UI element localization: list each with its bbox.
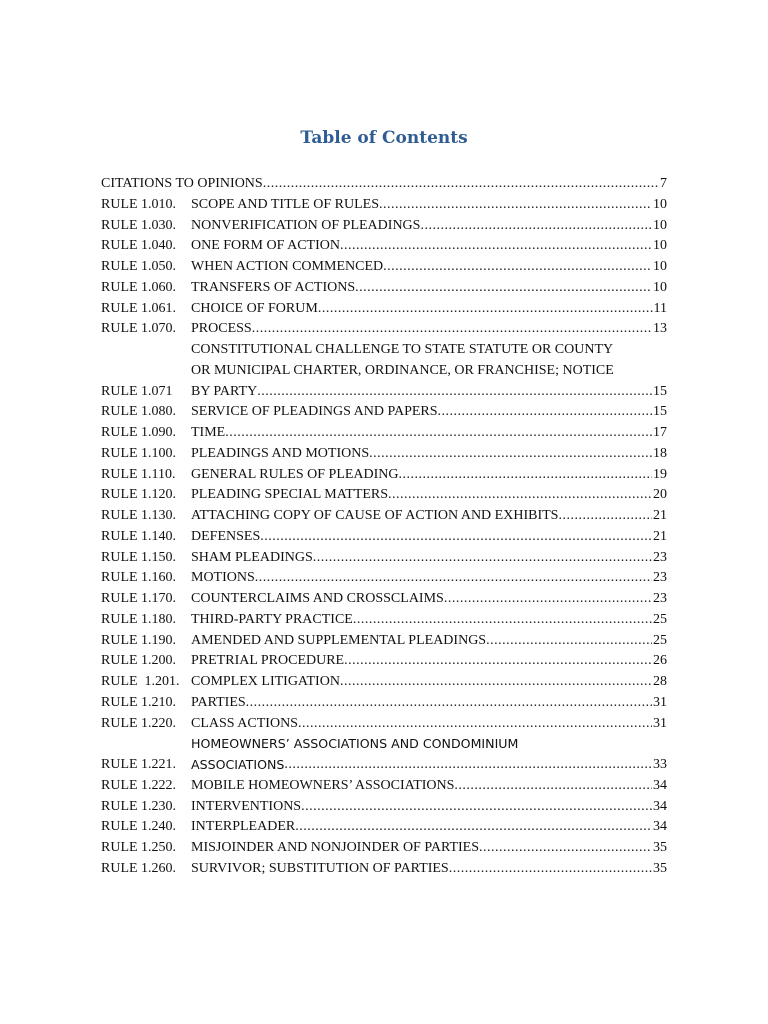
- toc-entry[interactable]: [101, 236, 667, 257]
- dot-leader: [399, 465, 652, 486]
- toc-entry-title: [191, 506, 667, 527]
- dot-leader: [369, 444, 652, 465]
- toc-title-line: TRANSFERS OF ACTIONS: [191, 279, 356, 295]
- toc-entry[interactable]: [101, 278, 667, 299]
- toc-page-number: 35: [653, 840, 667, 855]
- toc-page-number: 10: [653, 238, 667, 254]
- toc-rule-number: RULE 1.110.: [101, 466, 176, 482]
- toc-title-line: ASSOCIATIONS: [191, 757, 285, 772]
- toc-entry-title: [191, 402, 667, 423]
- toc-entry[interactable]: [101, 610, 667, 631]
- dot-leader: [383, 257, 652, 278]
- toc-page-number: 25: [653, 632, 667, 648]
- toc-entry[interactable]: [101, 340, 667, 402]
- toc-page-number: 10: [653, 279, 667, 295]
- toc-entry[interactable]: [101, 568, 667, 589]
- toc-rule-number: RULE 1.160.: [101, 570, 177, 586]
- toc-page-number: 31: [653, 715, 667, 731]
- toc-title-line: SURVIVOR; SUBSTITUTION OF PARTIES: [191, 860, 449, 876]
- dot-leader: [449, 859, 652, 880]
- toc-entry[interactable]: [101, 672, 667, 693]
- toc-rule-number: RULE 1.140.: [101, 528, 177, 544]
- toc-entry[interactable]: [101, 548, 667, 569]
- toc-entry-title: [191, 548, 667, 569]
- toc-entry-title: [191, 236, 667, 257]
- toc-page-number: 7: [660, 176, 667, 191]
- toc-entry-title: [191, 817, 667, 838]
- toc-page-number: 10: [653, 217, 667, 233]
- toc-rule-number: RULE 1.071: [101, 383, 173, 399]
- toc-page-number: 26: [653, 653, 667, 669]
- dot-leader: [355, 278, 652, 299]
- toc-title-line: THIRD-PARTY PRACTICE: [191, 611, 353, 627]
- dot-leader: [298, 714, 652, 735]
- toc-entry-title: [191, 734, 667, 776]
- dot-leader: [252, 319, 652, 340]
- toc-title-line: PLEADINGS AND MOTIONS: [191, 445, 370, 461]
- toc-rule-number: RULE 1.070.: [101, 321, 177, 337]
- toc-entry-title: [191, 299, 667, 320]
- toc-list: [101, 174, 667, 880]
- toc-rule-number: RULE 1.201.: [101, 674, 180, 689]
- toc-title-line: MOBILE HOMEOWNERS’ ASSOCIATIONS: [191, 777, 455, 793]
- toc-entry[interactable]: [101, 651, 667, 672]
- toc-entry-title: [191, 568, 667, 589]
- toc-entry[interactable]: [101, 465, 667, 486]
- toc-page-number: 17: [653, 425, 667, 440]
- dot-leader: [388, 485, 652, 506]
- toc-entry-title: [191, 423, 667, 444]
- toc-entry[interactable]: [101, 859, 667, 880]
- toc-entry-title: [191, 797, 667, 818]
- toc-title-line: PLEADING SPECIAL MATTERS: [191, 487, 389, 503]
- dot-leader: [479, 838, 652, 859]
- toc-rule-number: RULE 1.040.: [101, 238, 177, 254]
- toc-entry[interactable]: [101, 589, 667, 610]
- toc-page-number: 10: [653, 196, 667, 212]
- toc-rule-number: RULE 1.010.: [101, 196, 177, 212]
- toc-entry-title: [191, 216, 667, 237]
- toc-entry-title: [191, 465, 667, 486]
- dot-leader: [313, 548, 652, 569]
- toc-entry[interactable]: [101, 714, 667, 735]
- toc-rule-number: RULE 1.190.: [101, 632, 177, 648]
- toc-rule-number: RULE 1.150.: [101, 549, 177, 565]
- toc-rule-number: RULE 1.080.: [101, 404, 177, 420]
- toc-title-line: INTERPLEADER: [191, 819, 296, 835]
- toc-rule-number: RULE 1.230.: [101, 798, 177, 814]
- toc-entry-title: [191, 859, 667, 880]
- toc-title-line: WHEN ACTION COMMENCED: [191, 259, 384, 274]
- dot-leader: [295, 817, 652, 838]
- dot-leader: [301, 797, 652, 818]
- toc-page-number: 11: [653, 300, 667, 316]
- toc-entry-title: [191, 838, 667, 859]
- toc-rule-number: RULE 1.060.: [101, 279, 177, 295]
- dot-leader: [486, 631, 652, 652]
- toc-rule-number: RULE 1.170.: [101, 591, 177, 606]
- toc-title-line: COUNTERCLAIMS AND CROSSCLAIMS: [191, 591, 444, 606]
- toc-entry[interactable]: [101, 174, 667, 195]
- dot-leader: [260, 527, 652, 548]
- toc-rule-number: RULE 1.222.: [101, 777, 177, 793]
- toc-page-number: 18: [653, 445, 667, 461]
- toc-entry-title: [191, 610, 667, 631]
- toc-title-line: TIME: [191, 425, 226, 440]
- toc-title-line: ONE FORM OF ACTION: [191, 238, 340, 254]
- toc-title-line: MOTIONS: [191, 570, 255, 586]
- toc-page-number: 28: [653, 674, 667, 689]
- toc-title-line: DEFENSES: [191, 528, 261, 544]
- toc-entry[interactable]: [101, 195, 667, 216]
- toc-entry[interactable]: [101, 423, 667, 444]
- toc-page-number: 23: [653, 591, 667, 606]
- toc-title-line: SERVICE OF PLEADINGS AND PAPERS: [191, 404, 438, 420]
- toc-rule-number: RULE 1.061.: [101, 300, 177, 316]
- toc-page-number: 21: [653, 528, 667, 544]
- toc-entry-title: [191, 714, 667, 735]
- toc-page-number: 33: [653, 757, 667, 772]
- toc-entry-title: [191, 278, 667, 299]
- toc-entry[interactable]: [101, 693, 667, 714]
- toc-entry-title: [191, 257, 667, 278]
- toc-rule-number: RULE 1.100.: [101, 445, 177, 461]
- toc-entry[interactable]: [101, 506, 667, 527]
- dot-leader: [340, 236, 652, 257]
- toc-entry-title: [191, 195, 667, 216]
- toc-entry[interactable]: [101, 527, 667, 548]
- toc-entry[interactable]: [101, 734, 667, 776]
- toc-page-number: 34: [653, 819, 667, 835]
- dot-leader: [379, 195, 652, 216]
- toc-entry[interactable]: [101, 216, 667, 237]
- toc-entry-title: [191, 776, 667, 797]
- toc-rule-number: RULE 1.240.: [101, 819, 177, 835]
- dot-leader: [344, 651, 652, 672]
- toc-rule-number: RULE 1.120.: [101, 487, 177, 503]
- toc-entry-title: [191, 340, 667, 402]
- toc-title-line: CITATIONS TO OPINIONS: [101, 176, 263, 191]
- toc-entry[interactable]: [101, 631, 667, 652]
- toc-entry-title: [191, 485, 667, 506]
- toc-rule-number: RULE 1.180.: [101, 611, 177, 627]
- toc-title-line: SCOPE AND TITLE OF RULES: [191, 196, 379, 212]
- toc-title-line: CLASS ACTIONS: [191, 715, 298, 731]
- toc-rule-number: RULE 1.250.: [101, 840, 177, 855]
- toc-page-number: 15: [653, 404, 667, 420]
- toc-entry[interactable]: [101, 776, 667, 797]
- toc-title-line: MISJOINDER AND NONJOINDER OF PARTIES: [191, 840, 480, 855]
- toc-entry[interactable]: [101, 319, 667, 340]
- toc-page-number: 34: [653, 777, 667, 793]
- toc-title-line: OR MUNICIPAL CHARTER, ORDINANCE, OR FRANCHISE; NOTICE: [191, 362, 614, 378]
- toc-rule-number: RULE 1.200.: [101, 653, 177, 669]
- toc-title-line: SHAM PLEADINGS: [191, 549, 313, 565]
- toc-title-line: GENERAL RULES OF PLEADING: [191, 466, 399, 482]
- toc-entry-title: [191, 672, 667, 693]
- toc-title-line: CONSTITUTIONAL CHALLENGE TO STATE STATUTE OR COUNTY: [191, 342, 614, 357]
- toc-page-number: 13: [653, 321, 667, 337]
- toc-page-number: 35: [653, 860, 667, 876]
- toc-page-number: 10: [653, 259, 667, 274]
- toc-entry-title: [191, 527, 667, 548]
- toc-rule-number: RULE 1.210.: [101, 694, 177, 710]
- toc-entry[interactable]: [101, 299, 667, 320]
- toc-page-number: 21: [653, 508, 667, 523]
- dot-leader: [454, 776, 652, 797]
- toc-entry-title: [191, 589, 667, 610]
- toc-page-number: 25: [653, 611, 667, 627]
- toc-page-number: 23: [653, 549, 667, 565]
- dot-leader: [263, 174, 659, 195]
- toc-entry[interactable]: [101, 402, 667, 423]
- toc-page-number: 23: [653, 570, 667, 586]
- page-title: Table of Contents: [300, 128, 468, 148]
- toc-page-number: 20: [653, 487, 667, 503]
- dot-leader: [444, 589, 652, 610]
- toc-title-line: AMENDED AND SUPPLEMENTAL PLEADINGS: [191, 632, 487, 648]
- toc-title-line: PROCESS: [191, 321, 252, 337]
- toc-entry[interactable]: [101, 838, 667, 859]
- toc-title-line: COMPLEX LITIGATION: [191, 674, 340, 689]
- dot-leader: [257, 382, 652, 403]
- dot-leader: [284, 755, 652, 776]
- toc-page-number: 31: [653, 694, 667, 710]
- toc-entry-title: [191, 631, 667, 652]
- toc-title-line: INTERVENTIONS: [191, 798, 302, 814]
- toc-rule-number: RULE 1.221.: [101, 757, 177, 772]
- toc-rule-number: RULE 1.030.: [101, 217, 177, 233]
- toc-title-line: NONVERIFICATION OF PLEADINGS: [191, 217, 421, 233]
- dot-leader: [420, 216, 652, 237]
- toc-title-line: HOMEOWNERS’ ASSOCIATIONS AND CONDOMINIUM: [191, 736, 519, 752]
- toc-entry[interactable]: [101, 444, 667, 465]
- dot-leader: [340, 672, 652, 693]
- toc-title-line: PRETRIAL PROCEDURE: [191, 653, 345, 669]
- dot-leader: [246, 693, 652, 714]
- toc-rule-number: RULE 1.220.: [101, 715, 177, 731]
- toc-entry[interactable]: [101, 817, 667, 838]
- toc-entry[interactable]: [101, 257, 667, 278]
- dot-leader: [225, 423, 652, 444]
- toc-title-line: BY PARTY: [191, 383, 258, 399]
- toc-entry[interactable]: [101, 485, 667, 506]
- toc-rule-number: RULE 1.130.: [101, 508, 177, 523]
- dot-leader: [255, 568, 652, 589]
- toc-title-line: CHOICE OF FORUM: [191, 300, 318, 316]
- dot-leader: [558, 506, 652, 527]
- toc-title-line: ATTACHING COPY OF CAUSE OF ACTION AND EXHIBITS: [191, 508, 559, 523]
- toc-title-line: PARTIES: [191, 694, 246, 710]
- toc-entry-title: [191, 319, 667, 340]
- toc-rule-number: RULE 1.260.: [101, 860, 177, 876]
- toc-entry-title: [191, 693, 667, 714]
- toc-page-number: 19: [653, 466, 667, 482]
- toc-rule-number: RULE 1.090.: [101, 425, 177, 440]
- dot-leader: [318, 299, 653, 320]
- toc-page-number: 34: [653, 798, 667, 814]
- toc-entry-title: [101, 174, 667, 195]
- toc-entry-title: [191, 444, 667, 465]
- dot-leader: [353, 610, 652, 631]
- toc-entry-title: [191, 651, 667, 672]
- dot-leader: [438, 402, 652, 423]
- toc-page-number: 15: [653, 383, 667, 399]
- toc-rule-number: RULE 1.050.: [101, 259, 177, 274]
- toc-entry[interactable]: [101, 797, 667, 818]
